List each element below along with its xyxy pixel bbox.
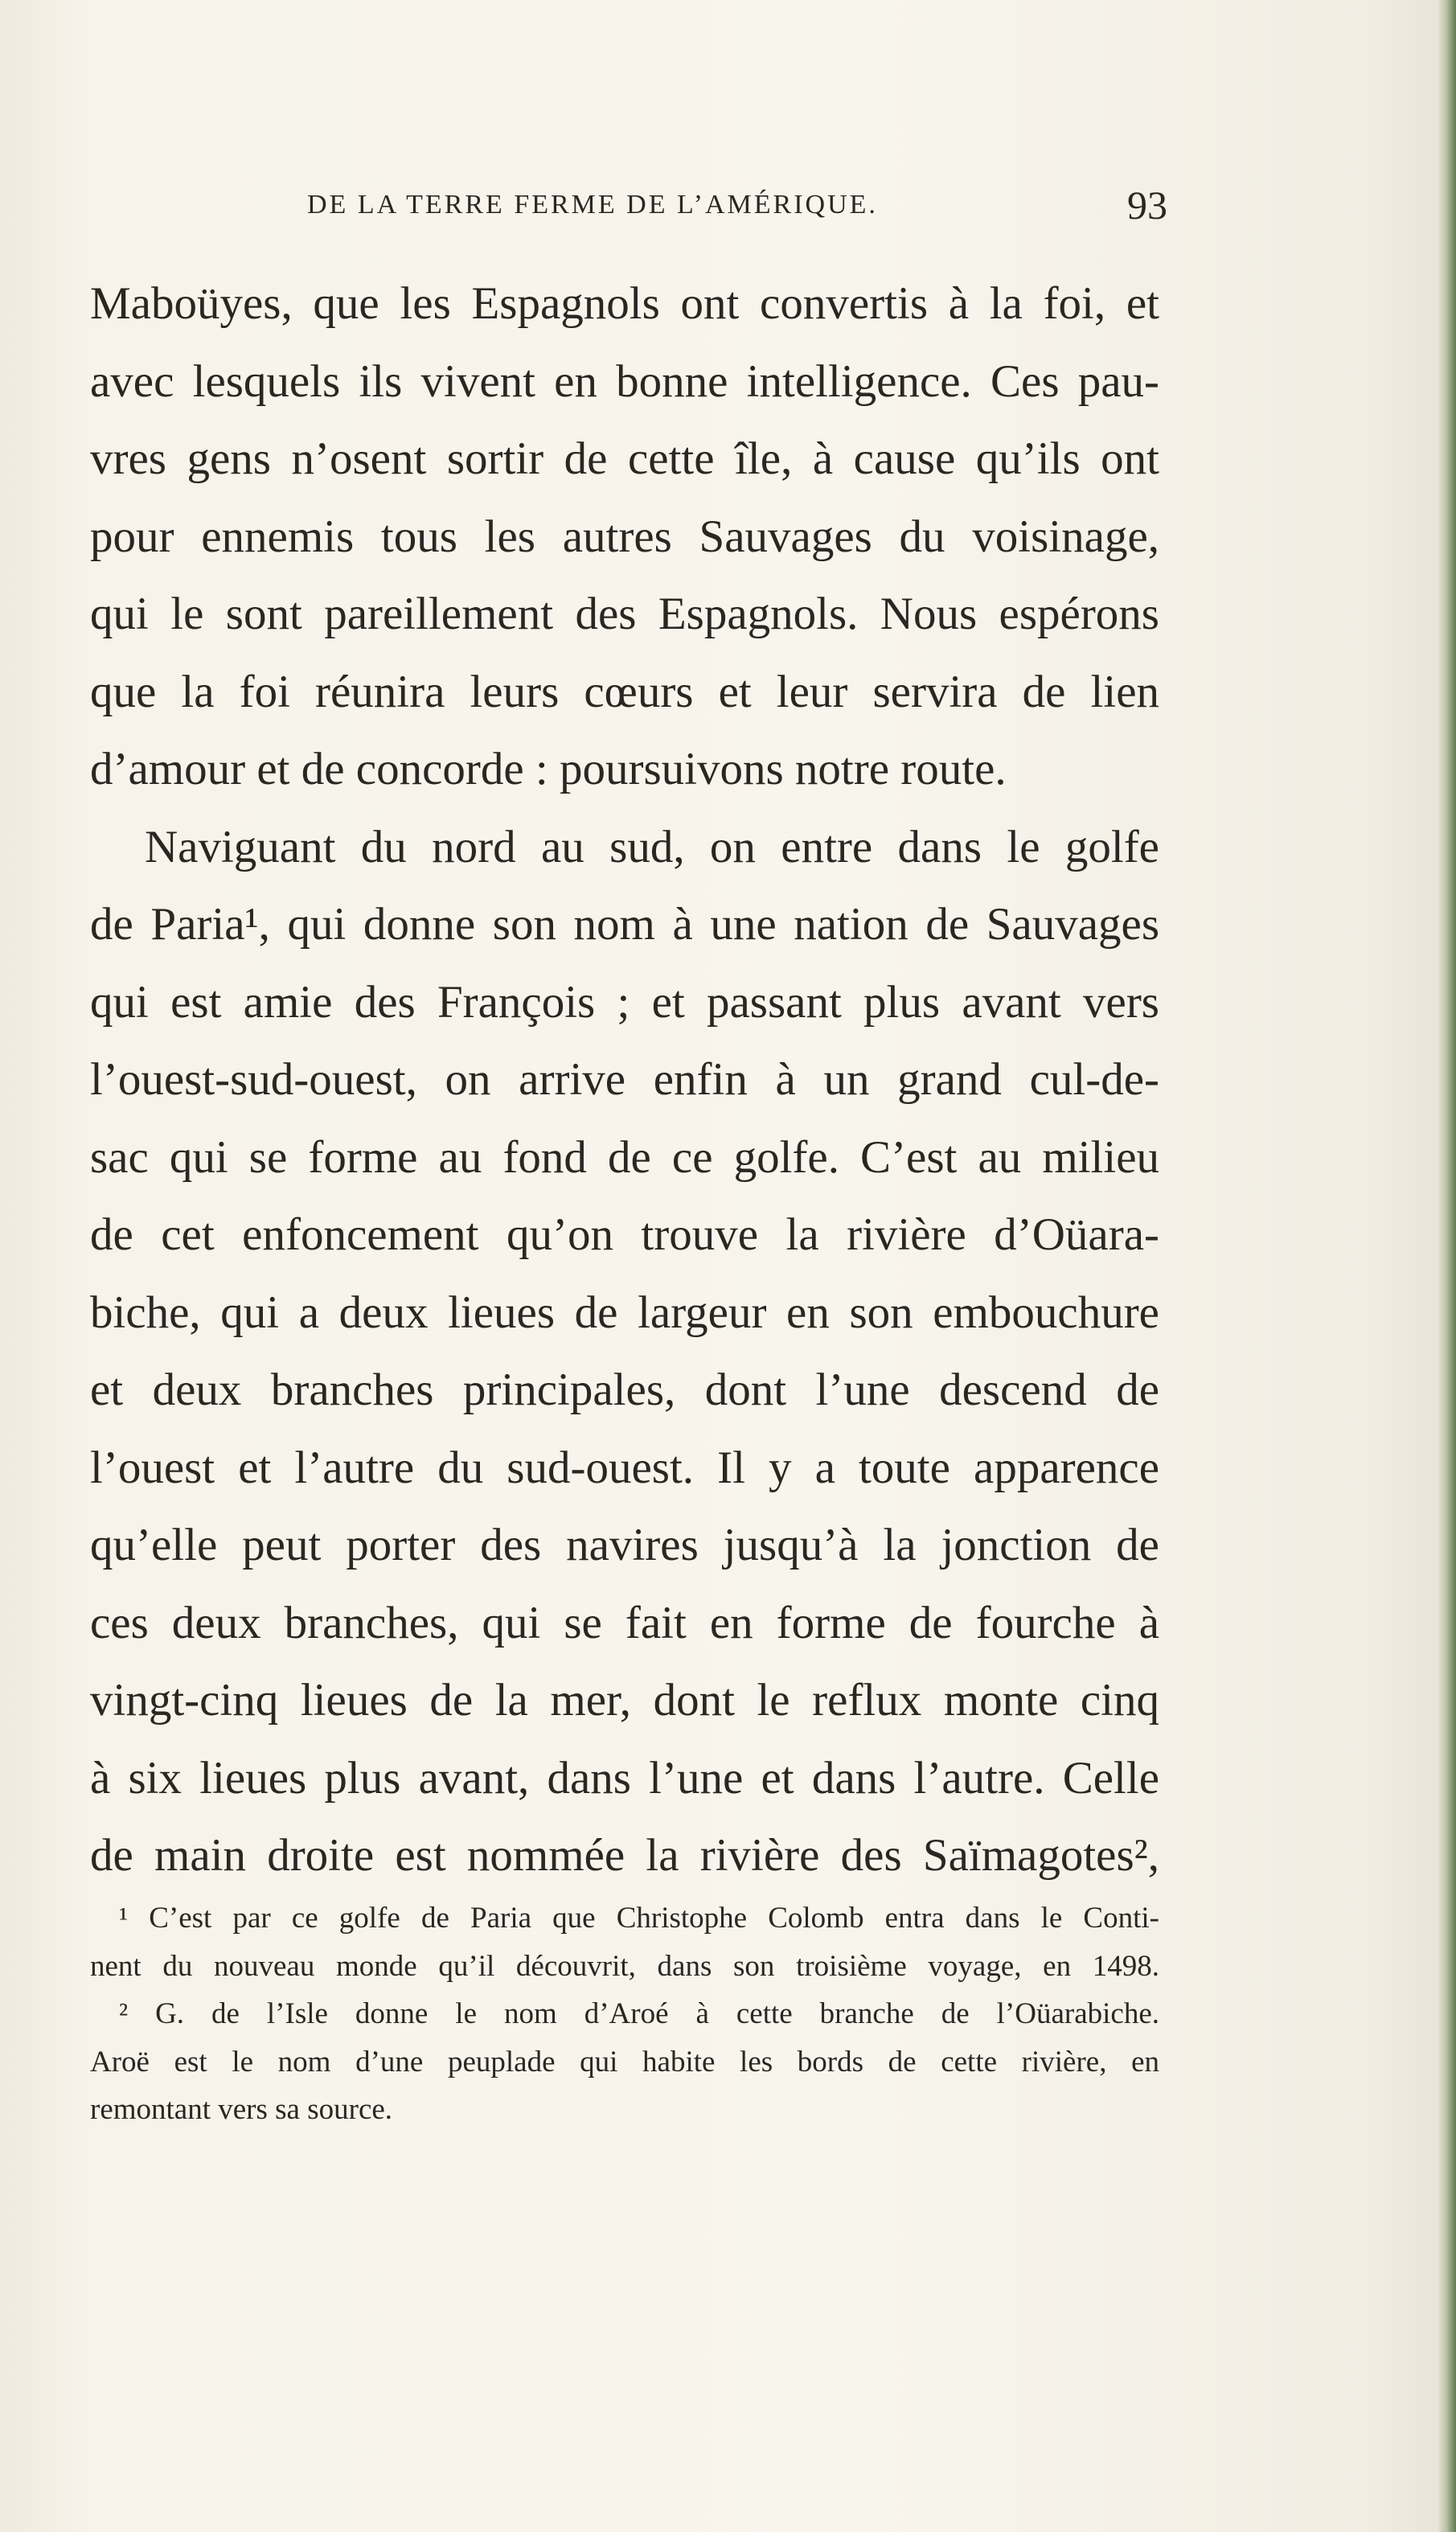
footnote-line: nent du nouveau monde qu’il découvrit, dans son troisième voyage, en 1498.	[90, 1949, 1159, 1983]
text-line: et deux branches principales, dont l’une descend de	[90, 1364, 1159, 1415]
text-line: biche, qui a deux lieues de largeur en son embouchure	[90, 1287, 1159, 1338]
text-line: de main droite est nommée la rivière des Saïmagotes²,	[90, 1830, 1159, 1881]
footnote-line: ¹ C’est par ce golfe de Paria que Christophe Colomb entra dans le Conti-	[119, 1902, 1159, 1935]
text-line: qui est amie des François ; et passant plus avant vers	[90, 976, 1159, 1028]
footnotes	[90, 1894, 1159, 2134]
footnote-line: ² G. de l’Isle donne le nom d’Aroé à cette branche de l’Oüarabiche.	[119, 1997, 1159, 2030]
text-line: avec lesquels ils vivent en bonne intelligence. Ces pau-	[90, 355, 1159, 407]
footnote-line: Aroë est le nom d’une peuplade qui habite les bords de cette rivière, en	[90, 2045, 1159, 2079]
text-line: qu’elle peut porter des navires jusqu’à la jonction de	[90, 1520, 1159, 1570]
text-line: Maboüyes, que les Espagnols ont convertis à la foi, et	[90, 278, 1159, 329]
text-line: à six lieues plus avant, dans l’une et dans l’autre. Celle	[90, 1752, 1159, 1804]
text-line: d’amour et de concorde : poursuivons notre route.	[90, 744, 1007, 794]
page-number: 93	[1127, 183, 1167, 228]
text-line: ces deux branches, qui se fait en forme de fourche à	[90, 1597, 1159, 1648]
footnote-line: remontant vers sa source.	[90, 2093, 393, 2126]
text-line: pour ennemis tous les autres Sauvages du voisinage,	[90, 511, 1159, 562]
text-line: de Paria¹, qui donne son nom à une nation de Sauvages	[90, 899, 1159, 950]
text-line: l’ouest-sud-ouest, on arrive enfin à un grand cul-de-	[90, 1054, 1159, 1105]
text-line: qui le sont pareillement des Espagnols. Nous espérons	[90, 589, 1159, 639]
text-line: l’ouest et l’autre du sud-ouest. Il y a toute apparence	[90, 1442, 1159, 1493]
page-header	[90, 182, 1167, 230]
text-line: de cet enfoncement qu’on trouve la rivière d’Oüara-	[90, 1209, 1159, 1260]
text-line: Naviguant du nord au sud, on entre dans le golfe	[145, 821, 1159, 872]
body-text	[90, 265, 1159, 1895]
page-edge	[1438, 0, 1456, 2532]
text-line: vres gens n’osent sortir de cette île, à cause qu’ils ont	[90, 433, 1159, 484]
running-title: DE LA TERRE FERME DE L’AMÉRIQUE.	[307, 190, 878, 220]
text-line: que la foi réunira leurs cœurs et leur servira de lien	[90, 666, 1159, 717]
text-line: vingt-cinq lieues de la mer, dont le reflux monte cinq	[90, 1675, 1159, 1726]
text-line: sac qui se forme au fond de ce golfe. C’est au milieu	[90, 1131, 1159, 1183]
